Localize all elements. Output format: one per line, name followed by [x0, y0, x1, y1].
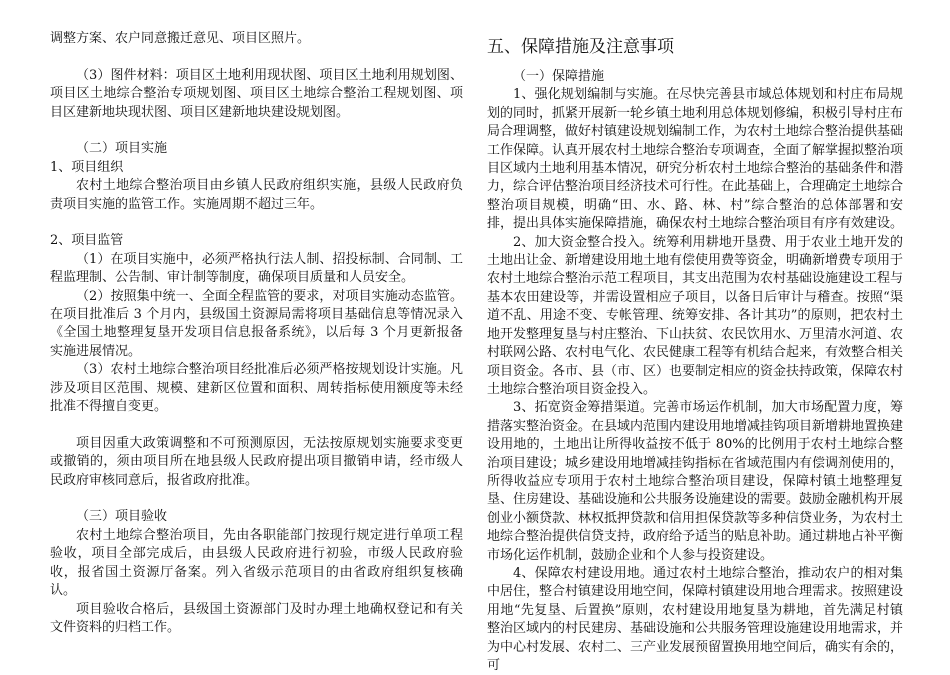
right-paragraph: （一）保障措施 — [513, 69, 605, 84]
left-paragraph: （三）项目验收 — [76, 509, 168, 525]
left-paragraph: 项目验收合格后，县级国土资源部门及时办理土地确权登记和有关文件资料的归档工作。 — [50, 601, 463, 635]
left-paragraph: 2、项目监管 — [50, 233, 124, 249]
right-paragraph: 2、加大资金整合投入。统筹利用耕地开垦费、用于农业土地开发的土地出让金、新增建设用地土地有偿使用费等资金，明确新增费专项用于农村土地综合整治示范工程项目，其支出范围为农村基础设施建设工程与基本农田建设等，并需设置相应子项目，以备日后审计与稽查。按照“渠道不乱、用途不变、专帐管理、统筹安排、各计其功”的原则，把农村土地开发整理复垦与村庄整治、下山扶贫、农民饮用水、万里清水河道、农村联网公路、农村电气化、农民健康工程等有机结合起来，有效整合相关项目资金。各市、县（市、区）也要制定相应的资金扶持政策，保障农村土地综合整治项目资金投入。 — [487, 234, 904, 397]
blank-line — [50, 214, 463, 232]
left-paragraph: （3）农村土地综合整治项目经批准后必须严格按规划设计实施。凡涉及项目区范围、规模、建新区位置和面积、周转指标使用额度等未经批准不得擅自变更。 — [50, 362, 463, 415]
left-paragraph: 农村土地综合整治项目由乡镇人民政府组织实施，县级人民政府负责项目实施的监管工作。实施周期不超过三年。 — [50, 178, 463, 212]
left-paragraph: 1、项目组织 — [50, 159, 124, 175]
left-paragraph: （2）按照集中统一、全面全程监管的要求，对项目实施动态监管。在项目批准后 3 个月内，县级国土资源局需将项目基础信息等情况录入《全国土地整理复垦开发项目信息报备系统》，以后每 3 个月更新报备实施进展情况。 — [50, 288, 463, 359]
left-paragraph: 农村土地综合整治项目，先由各职能部门按现行规定进行单项工程验收，项目全部完成后，由县级人民政府进行初验，市级人民政府验收，报省国土资源厅备案。列入省级示范项目的由省政府组织复核确认。 — [50, 527, 463, 599]
left-paragraph: 项目因重大政策调整和不可预测原因，无法按原规划实施要求变更或撤销的，须由项目所在地县级人民政府提出项目撤销申请，经市级人民政府审核同意后，报省政府批准。 — [50, 435, 463, 488]
blank-line — [50, 416, 463, 434]
left-paragraph: （二）项目实施 — [76, 141, 168, 157]
blank-line — [50, 48, 463, 66]
left-paragraph: 调整方案、农户同意搬迁意见、项目区照片。 — [50, 31, 311, 46]
blank-line — [50, 490, 463, 508]
blank-line — [50, 122, 463, 140]
right-paragraph: 3、拓宽资金筹措渠道。完善市场运作机制，加大市场配置力度，筹措落实整治资金。在县域内范围内建设用地增减挂钩项目新增耕地置换建设用地的，土地出让所得收益按不低于 80%的比例用于农村土地综合整治项目建设；城乡建设用地增减挂钩指标在省域范围内有偿调剂使用的，所得收益应专项用于农村土地综合整治项目建设，保障村镇土地整理复垦、住房建设、基础设施和公共服务设施建设的需要。鼓励金融机构开展创业小额贷款、林权抵押贷款和信用担保贷款等多种信贷业务，为农村土地综合整治提供信贷支持，政府给予适当的贴息补助。通过耕地占补平衡市场化运作机制，鼓励企业和个人参与投资建设。 — [487, 400, 904, 563]
right-paragraph: 4、保障农村建设用地。通过农村土地综合整治，推动农户的相对集中居住，整合村镇建设用地空间，保障村镇建设用地合理需求。按照建设用地“先复垦、后置换”原则，农村建设用地复垦为耕地，首先满足村镇整治区域内的村民建房、基础设施和公共服务管理设施建设用地需求，并为中心村发展、农村二、三产业发展预留置换用地空间后，确实有余的，可 — [487, 565, 904, 673]
right-paragraph: 1、强化规划编制与实施。在尽快完善县市域总体规划和村庄布局规划的同时，抓紧开展新一轮乡镇土地利用总体规划修编，积极引导村庄布局合理调整，做好村镇建设规划编制工作，为农村土地综合整治提供基础工作保障。认真开展农村土地综合整治专项调查，全面了解掌握拟整治项目区域内土地利用基本情况，研究分析农村土地综合整治的基础条件和潜力，综合评估整治项目经济技术可行性。在此基础上，合理确定土地综合整治项目规模，明确“田、水、路、林、村”综合整治的总体部署和安排，提出具体实施保障措施，确保农村土地综合整治项目有序有效建设。 — [487, 87, 904, 232]
left-paragraph: （3）图件材料：项目区土地利用现状图、项目区土地利用规划图、项目区土地综合整治专项规划图、项目区土地综合整治工程规划图、项目区建新地块现状图、项目区建新地块建设规划图。 — [50, 67, 463, 120]
left-paragraph: （1）在项目实施中，必须严格执行法人制、招投标制、合同制、工程监理制、公告制、审计制等制度，确保项目质量和人员安全。 — [50, 251, 463, 286]
left-column — [50, 30, 463, 637]
right-column — [487, 30, 903, 675]
section-heading: 五、保障措施及注意事项 — [487, 37, 674, 57]
